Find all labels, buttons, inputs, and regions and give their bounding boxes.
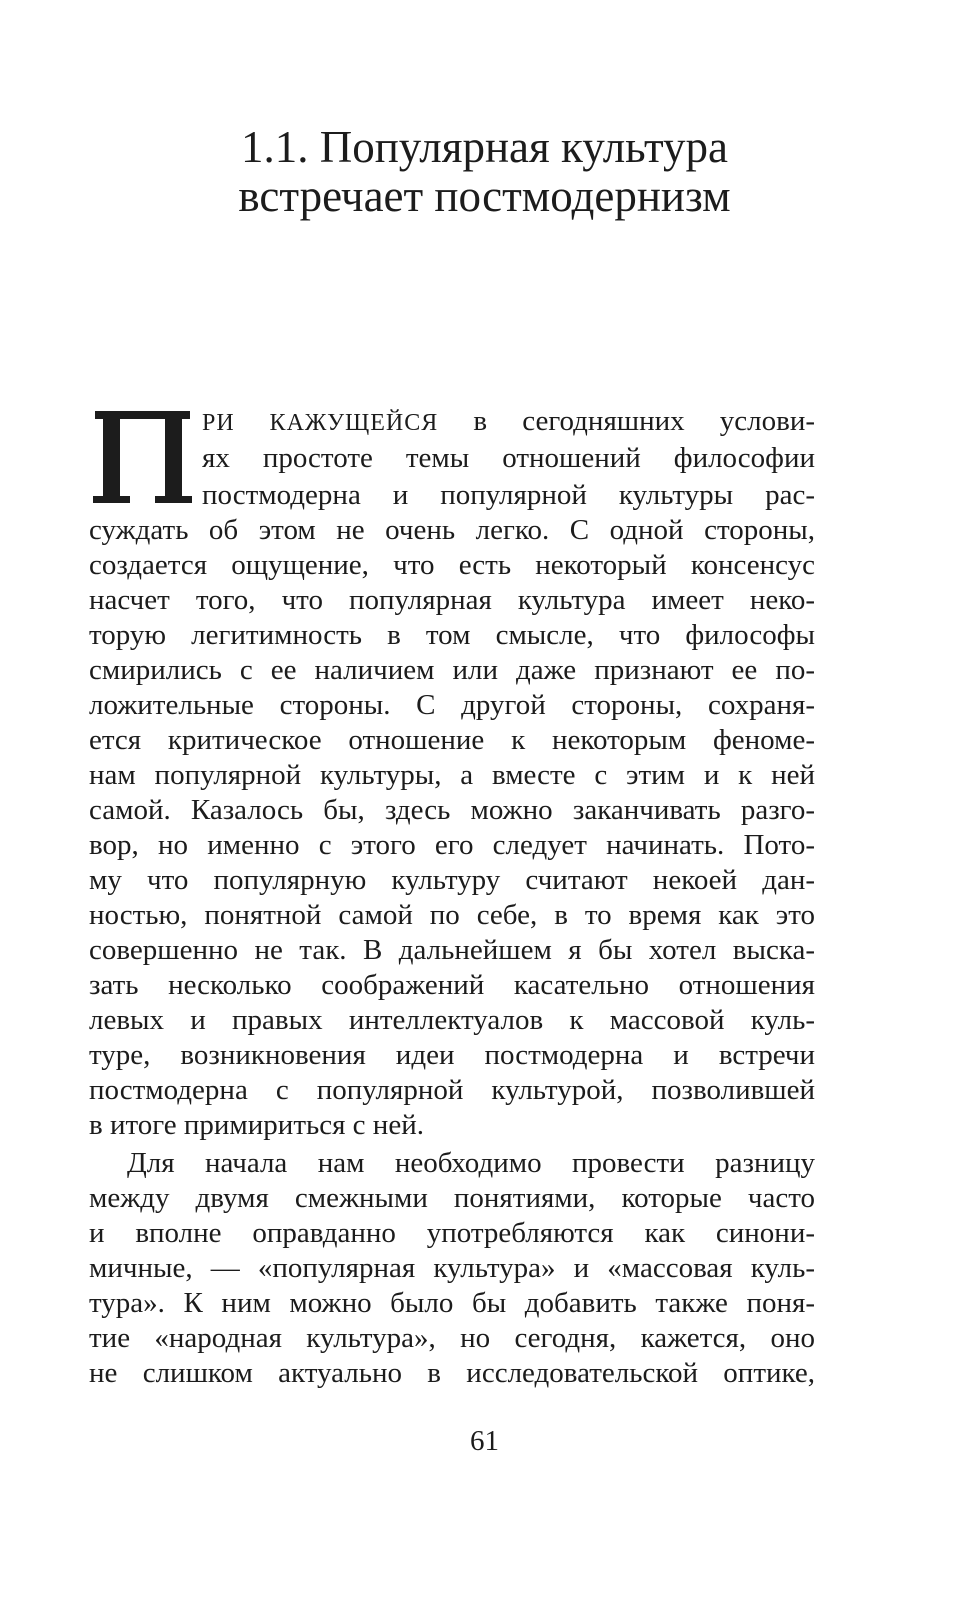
drop-cap (93, 410, 193, 506)
paragraph-1-line-20: постмодерна с популярной культурой, позволившей (89, 1074, 815, 1106)
paragraph-1-line-19: туре, возникновения идеи постмодерна и встречи (89, 1039, 815, 1071)
chapter-title-line-2: встречает постмодернизм (238, 171, 731, 221)
lead-small-caps: РИ КАЖУЩЕЙСЯ (202, 410, 439, 436)
paragraph-2-line-7: не слишком актуально в исследовательской оптике, (89, 1357, 815, 1389)
paragraph-1-line-15: ностью, понятной самой по себе, в то время как это (89, 899, 815, 931)
paragraph-1-line-21: в итоге примириться с ней. (89, 1109, 424, 1141)
paragraph-2-line-1: Для начала нам необходимо провести разницу (127, 1147, 815, 1179)
paragraph-1-line-6: насчет того, что популярная культура имеет неко- (89, 584, 815, 616)
paragraph-2-line-5: тура». К ним можно было бы добавить также поня- (89, 1287, 815, 1319)
paragraph-1-line-12: самой. Казалось бы, здесь можно заканчивать разго- (89, 794, 815, 826)
chapter-title-line-1: 1.1. Популярная культура (240, 122, 729, 172)
paragraph-1-line-2: ях простоте темы отношений философии (202, 442, 815, 474)
paragraph-2-line-3: и вполне оправданно употребляются как синони- (89, 1217, 815, 1249)
line-text: в сегодняшних услови- (438, 405, 815, 437)
paragraph-2-line-2: между двумя смежными понятиями, которые часто (89, 1182, 815, 1214)
page-number: 61 (470, 1425, 499, 1457)
paragraph-1-line-3: постмодерна и популярной культуры рас- (202, 479, 815, 511)
paragraph-1-line-18: левых и правых интеллектуалов к массовой куль- (89, 1004, 815, 1036)
paragraph-1-line-11: нам популярной культуры, а вместе с этим и к ней (89, 759, 815, 791)
paragraph-1-line-4: суждать об этом не очень легко. С одной стороны, (89, 514, 815, 546)
paragraph-1-line-10: ется критическое отношение к некоторым феноме- (89, 724, 815, 756)
paragraph-2-line-6: тие «народная культура», но сегодня, кажется, оно (89, 1322, 815, 1354)
paragraph-1-line-16: совершенно не так. В дальнейшем я бы хотел выска- (89, 934, 815, 966)
paragraph-1-line-8: смирились с ее наличием или даже признают ее по- (89, 654, 815, 686)
paragraph-1-line-1 (202, 404, 815, 438)
paragraph-1-line-7: торую легитимность в том смысле, что философы (89, 619, 815, 651)
paragraph-1-line-9: ложительные стороны. С другой стороны, сохраня- (89, 689, 815, 721)
paragraph-1-line-13: вор, но именно с этого его следует начинать. Пото- (89, 829, 815, 861)
paragraph-2-line-4: мичные, — «популярная культура» и «массовая куль- (89, 1252, 815, 1284)
paragraph-1-line-5: создается ощущение, что есть некоторый консенсус (89, 549, 815, 581)
paragraph-1-line-17: зать несколько соображений касательно отношения (89, 969, 815, 1001)
paragraph-1-line-14: му что популярную культуру считают некоей дан- (89, 864, 815, 896)
